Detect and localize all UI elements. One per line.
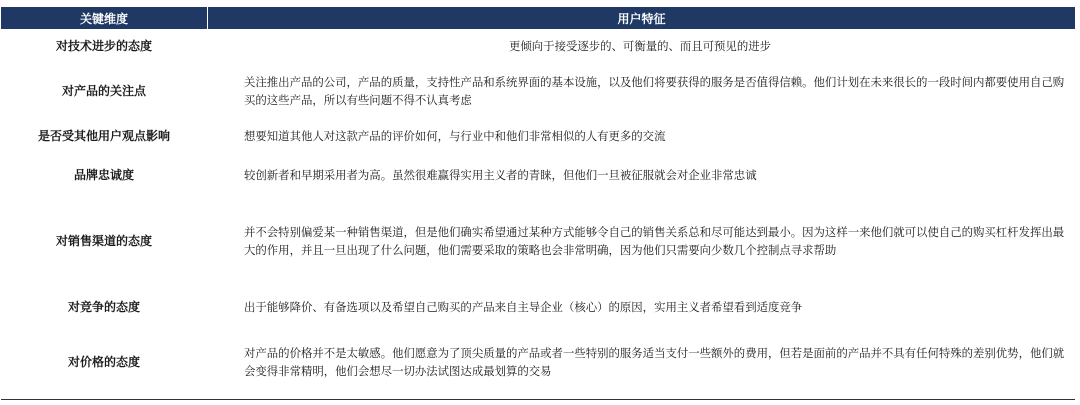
row-dimension: 品牌忠诚度 [73, 167, 134, 182]
table-row [1, 152, 1075, 197]
table-row [1, 197, 1075, 285]
row-dimension: 对销售渠道的态度 [55, 234, 152, 248]
table-header [1, 7, 1075, 29]
row-feature: 较创新者和早期采用者为高。虽然很难赢得实用主义者的青睐，但他们一旦被征服就会对企业非常忠诚 [244, 167, 757, 182]
row-feature: 出于能够降价、有备选项以及希望自己购买的产品来自主导企业（核心）的原因，实用主义者希望看到适度竞争 [244, 300, 803, 314]
row-dimension: 对价格的态度 [67, 355, 140, 369]
row-feature: 并不会特别偏爱某一种销售渠道，但是他们确实希望通过某种方式能够令自己的销售关系总和尽可能达到最小。因为这样一来他们就可以使自己的购买杠杆发挥出最大的作用，并且一旦出现了什么问题，他们需要采取的策略也会非常明确，因为他们只需要向少数几个控制点寻求帮助 [244, 225, 1065, 257]
row-feature: 更倾向于接受逐步的、可衡量的、而且可预见的进步 [509, 38, 771, 53]
user-characteristics-table [1, 7, 1075, 400]
header-feature: 用户特征 [617, 11, 666, 26]
row-dimension: 对产品的关注点 [61, 83, 146, 98]
table-row [1, 29, 1075, 62]
header-dimension: 关键维度 [1, 7, 208, 29]
table-row [1, 62, 1075, 119]
table-row [1, 329, 1075, 395]
row-feature: 对产品的价格并不是太敏感。他们愿意为了顶尖质量的产品或者一些特别的服务适当支付一些额外的费用，但若是面前的产品并不具有任何特殊的差别优势，他们就会变得非常精明，他们会想尽一切办法试图达成最划算的交易 [244, 346, 1065, 378]
table-row [1, 119, 1075, 152]
row-feature: 关注推出产品的公司，产品的质量，支持性产品和系统界面的基本设施，以及他们将要获得的服务是否值得信赖。他们计划在未来很长的一段时间内都要使用自己购买的这些产品，所以有些问题不得不认真考虑 [244, 74, 1065, 107]
row-dimension: 是否受其他用户观点影响 [37, 128, 170, 143]
table-bottom-rule [1, 399, 1075, 400]
row-dimension: 对技术进步的态度 [55, 38, 152, 53]
row-feature: 想要知道其他人对这款产品的评价如何，与行业中和他们非常相似的人有更多的交流 [244, 128, 666, 143]
table-row [1, 285, 1075, 329]
row-dimension: 对竞争的态度 [67, 300, 140, 314]
